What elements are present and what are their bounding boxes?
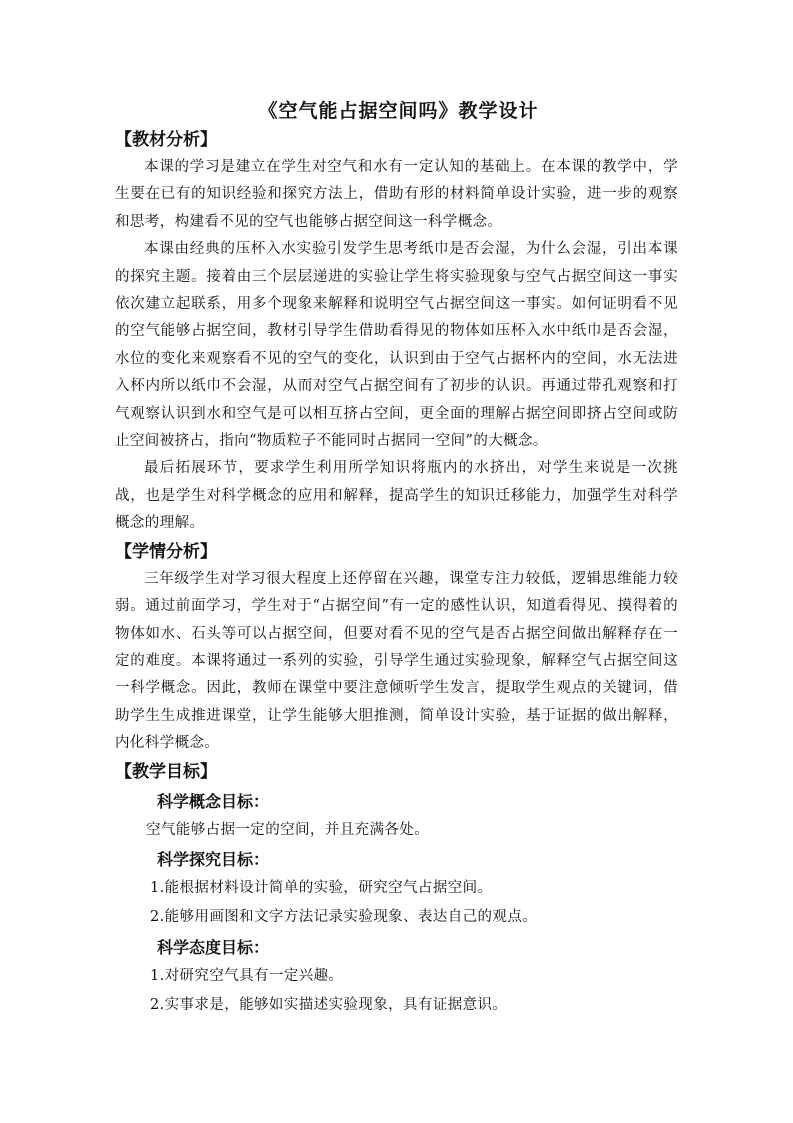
- section-textbook-analysis: [115, 126, 678, 538]
- paragraph: 最后拓展环节，要求学生利用所学知识将瓶内的水挤出，对学生来说是一次挑战，也是学生对科学概念的应用和解释，提高学生的知识迁移能力，加强学生对科学概念的理解。: [115, 460, 678, 532]
- paragraph: 本课由经典的压杯入水实验引发学生思考纸巾是否会湿，为什么会湿，引出本课的探究主题。接着由三个层层递进的实验让学生将实验现象与空气占据空间这一事实依次建立起联系，用多个现象来解释和说明空气占据空间这一事实。如何证明看不见的空气能够占据空间，教材引导学生借助看得见的物体如压杯入水中纸巾是否会湿，水位的变化来观察看不见的空气的变化，认识到由于空气占据杯内的空间，水无法进入杯内所以纸巾不会湿，从而对空气占据空间有了初步的认识。再通过带孔观察和打气观察认识到水和空气是可以相互挤占空间，更全面的理解占据空间即挤占空间或防止空间被挤占，指向“物质粒子不能同时占据同一空间”的大概念。: [115, 241, 678, 450]
- section-heading-learner-analysis: 【学情分析】: [115, 541, 217, 562]
- section-heading-textbook-analysis: 【教材分析】: [115, 130, 217, 150]
- goal-heading-concept: 科学概念目标：: [157, 791, 270, 811]
- goal-heading-inquiry: 科学探究目标：: [157, 849, 270, 869]
- goal-attitude-item: 1.对研究空气具有一定兴趣。: [150, 967, 344, 984]
- section-heading-teaching-goals: 【教学目标】: [115, 761, 217, 782]
- section-teaching-goals: [115, 758, 678, 1020]
- paragraph: 本课的学习是建立在学生对空气和水有一定认知的基础上。在本课的教学中，学生要在已有的知识经验和探究方法上，借助有形的材料简单设计实验，进一步的观察和思考，构建看不见的空气也能够占据空间这一科学概念。: [115, 159, 678, 230]
- goal-attitude-item: 2.实事求是，能够如实描述实验现象，具有证据意识。: [150, 996, 508, 1013]
- paragraph: 三年级学生对学习很大程度上还停留在兴趣，课堂专注力较低，逻辑思维能力较弱。通过前面学习，学生对于“占据空间”有一定的感性认识，知道看得见、摸得着的物体如水、石头等可以占据空间，但要对看不见的空气是否占据空间做出解释存在一定的难度。本课将通过一系列的实验，引导学生通过实验现象，解释空气占据空间这一科学概念。因此，教师在课堂中要注意倾听学生发言，提取学生观点的关键词，借助学生生成推进课堂，让学生能够大胆推测，简单设计实验，基于证据的做出解释，内化科学概念。: [115, 570, 678, 752]
- section-learner-analysis: [115, 538, 678, 758]
- goal-concept-text: 空气能够占据一定的空间，并且充满各处。: [146, 821, 430, 838]
- goal-inquiry-item: 1.能根据材料设计简单的实验，研究空气占据空间。: [150, 879, 493, 896]
- document-title: 《空气能占据空间吗》教学设计: [258, 100, 539, 122]
- goal-heading-attitude: 科学态度目标：: [157, 937, 270, 957]
- goal-inquiry-item: 2.能够用画图和文字方法记录实验现象、表达自己的观点。: [150, 908, 538, 925]
